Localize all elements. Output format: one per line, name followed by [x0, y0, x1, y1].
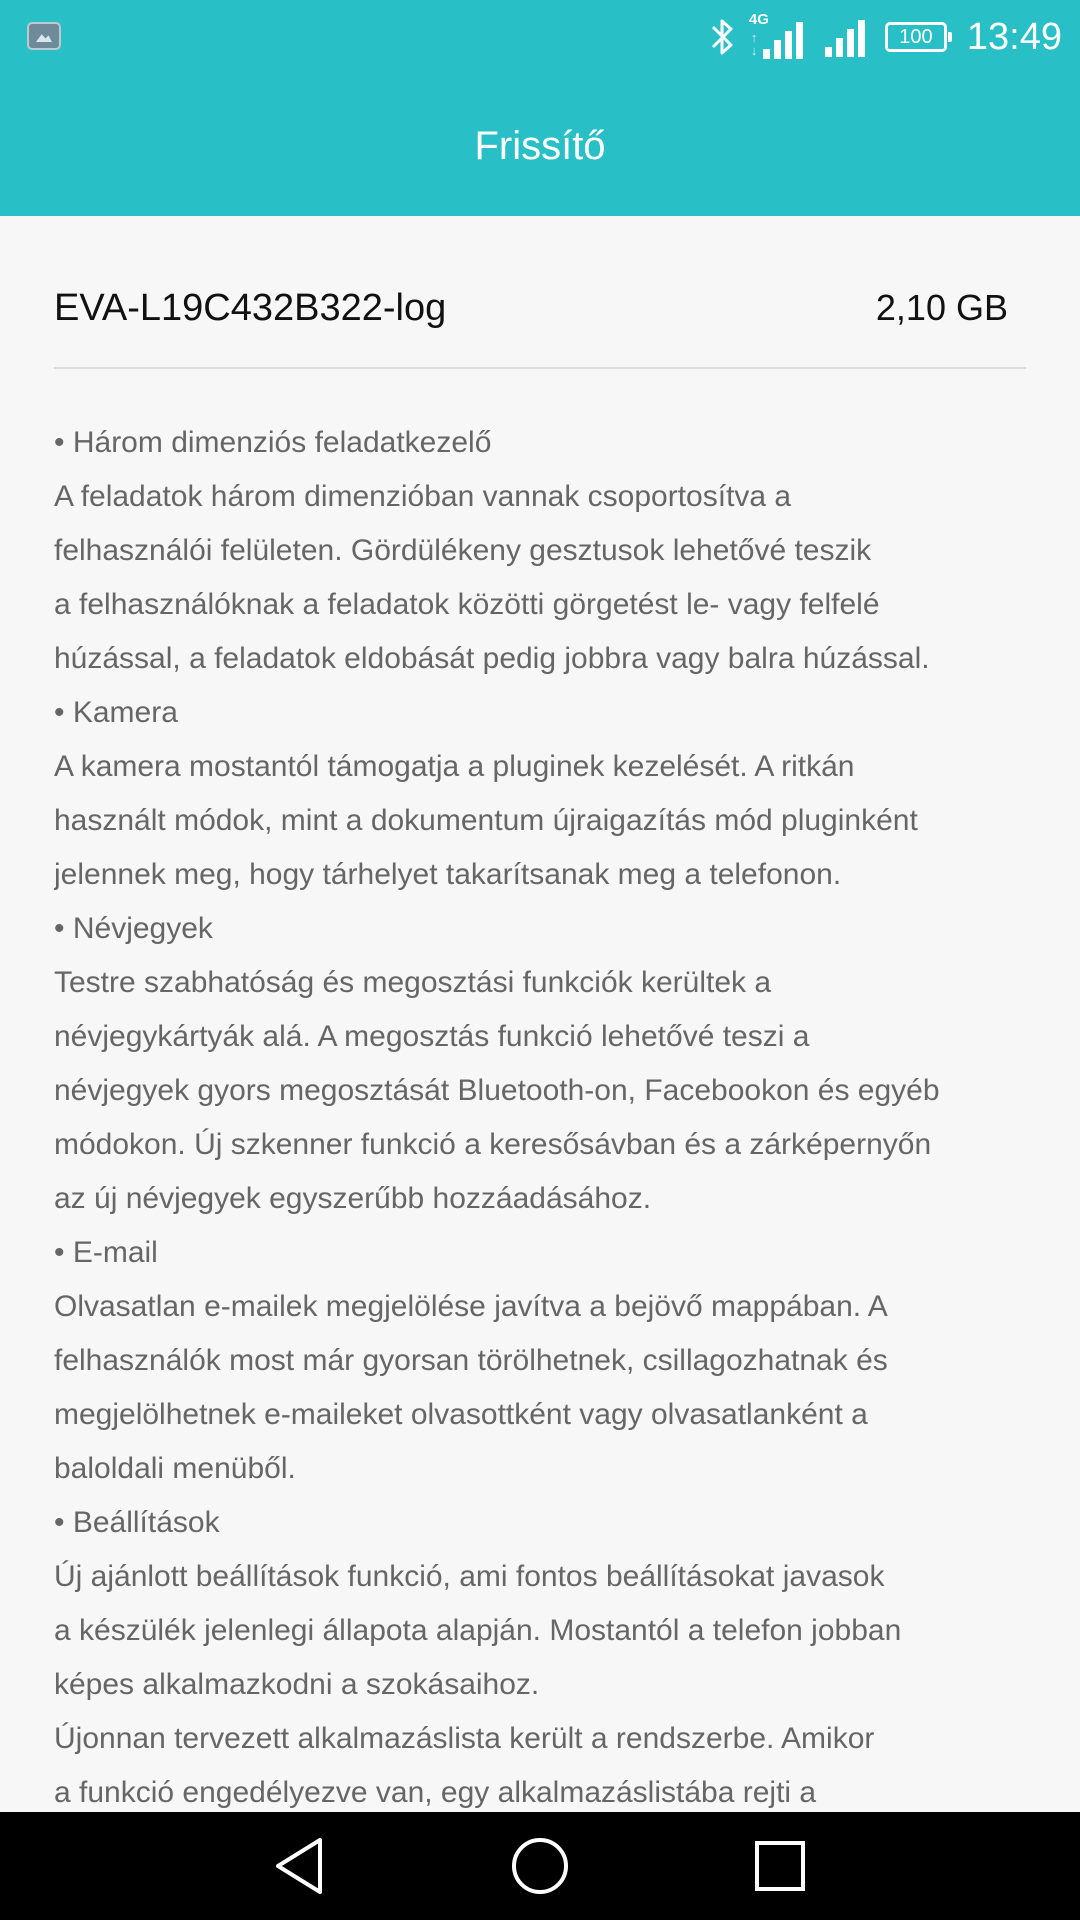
changelog-line: • Névjegyek: [54, 912, 213, 945]
battery-level: 100: [899, 26, 933, 48]
navigation-bar: [0, 1812, 1080, 1920]
changelog-line: A feladatok három dimenzióban vannak csoportosítva a: [54, 480, 792, 513]
data-arrows-icon: ↑ ↓: [750, 30, 758, 58]
changelog-line: a készülék jelenlegi állapota alapján. Mostantól a telefon jobban: [54, 1614, 902, 1647]
changelog-line: • Három dimenziós feladatkezelő: [54, 426, 492, 459]
package-info-row: [54, 280, 1026, 336]
status-bar: [0, 0, 1080, 72]
package-size: 2,10 GB: [875, 287, 1008, 328]
changelog-line: • Kamera: [54, 696, 178, 729]
page-title: Frissítő: [474, 124, 606, 168]
changelog-scroll-area[interactable]: [54, 400, 1034, 1812]
app-header: [0, 0, 1080, 216]
changelog-line: névjegykártyák alá. A megosztás funkció lehetővé teszi a: [54, 1020, 810, 1053]
gallery-icon: [27, 22, 61, 50]
changelog-line: felhasználói felületen. Gördülékeny gesztusok lehetővé teszik: [54, 534, 872, 567]
back-icon[interactable]: [268, 1834, 332, 1898]
changelog-line: A kamera mostantól támogatja a pluginek kezelését. A ritkán: [54, 750, 855, 783]
changelog-line: használt módok, mint a dokumentum újraigazítás mód pluginként: [54, 804, 918, 837]
bluetooth-icon: [707, 15, 737, 59]
status-icons: [707, 10, 1062, 64]
signal-icon: [821, 17, 865, 57]
changelog-line: képes alkalmazkodni a szokásaihoz.: [54, 1668, 540, 1701]
changelog-line: a felhasználóknak a feladatok közötti görgetést le- vagy felfelé: [54, 588, 880, 621]
changelog-line: • E-mail: [54, 1236, 158, 1269]
home-icon[interactable]: [508, 1834, 572, 1898]
changelog-line: felhasználók most már gyorsan törölhetnek, csillagozhatnak és: [54, 1344, 888, 1377]
changelog-line: megjelölhetnek e-maileket olvasottként vagy olvasatlanként a: [54, 1398, 868, 1431]
changelog-line: • Beállítások: [54, 1506, 220, 1539]
changelog-line: baloldali menüből.: [54, 1452, 296, 1485]
changelog-line: húzással, a feladatok eldobását pedig jobbra vagy balra húzással.: [54, 642, 930, 675]
changelog-line: Olvasatlan e-mailek megjelölése javítva a bejövő mappában. A: [54, 1290, 888, 1323]
scrolled-off-line: [54, 400, 1034, 416]
changelog-line: a funkció engedélyezve van, egy alkalmazáslistába rejti a: [54, 1776, 817, 1809]
changelog-line: Újonnan tervezett alkalmazáslista került a rendszerbe. Amikor: [54, 1722, 875, 1755]
changelog-line: módokon. Új szkenner funkció a keresősávban és a zárképernyőn: [54, 1128, 932, 1161]
status-time: 13:49: [966, 15, 1062, 58]
changelog-line: az új névjegyek egyszerűbb hozzáadásához.: [54, 1182, 652, 1215]
changelog-line: névjegyek gyors megosztását Bluetooth-on, Facebookon és egyéb: [54, 1074, 940, 1107]
signal-icon: [759, 19, 803, 59]
package-name: EVA-L19C432B322-log: [54, 287, 447, 329]
divider: [54, 367, 1026, 369]
mobile-signal-4g: [745, 11, 803, 63]
changelog-line: Új ajánlott beállítások funkció, ami fontos beállításokat javasok: [54, 1560, 885, 1593]
changelog-line: Testre szabhatóság és megosztási funkciók kerültek a: [54, 966, 772, 999]
battery-icon: [885, 22, 947, 52]
changelog-line: jelennek meg, hogy tárhelyet takarítsanak meg a telefonon.: [54, 858, 842, 891]
recent-apps-icon[interactable]: [748, 1834, 812, 1898]
network-type-label: 4G: [748, 11, 769, 28]
